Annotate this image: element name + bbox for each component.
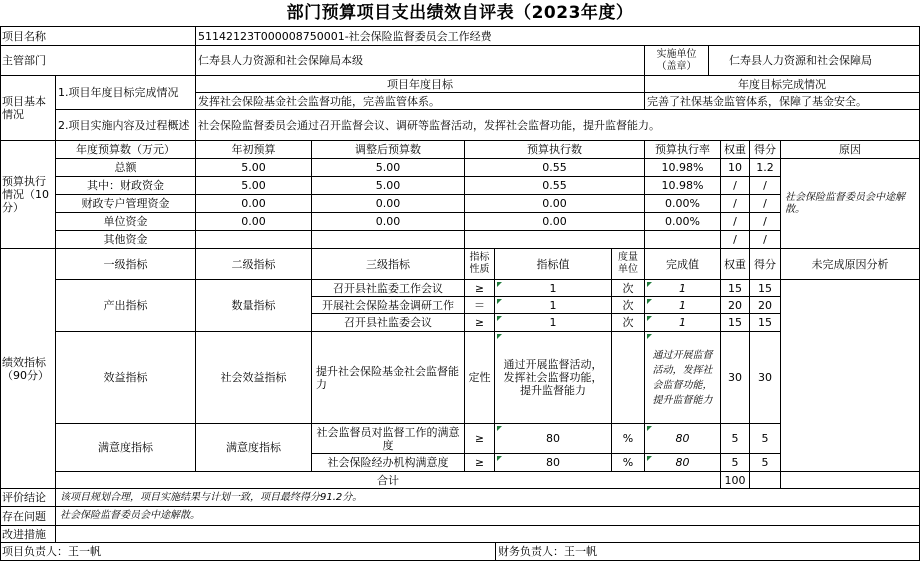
indicator-nature: ＝: [465, 297, 495, 314]
budget-row-initial: 0.00: [196, 195, 312, 213]
cell-marker-icon: [497, 282, 502, 287]
budget-row-name: 其中：财政资金: [56, 177, 196, 195]
budget-reason: 社会保险监督委员会中途解散。: [781, 159, 920, 249]
budget-row-rate: 10.98%: [645, 159, 721, 177]
indicator-name: 开展社会保险基金调研工作: [312, 297, 465, 314]
indicator-actual-text: 1: [679, 316, 686, 329]
budget-header-initial: 年初预算: [196, 141, 312, 159]
satisfaction-indicator-actual-text: 80: [675, 456, 690, 469]
goal-header: 项目年度目标: [196, 76, 645, 93]
impl-label: 实施单位（盖章）: [645, 46, 709, 76]
budget-row-score: /: [750, 195, 781, 213]
budget-row-weight: /: [721, 231, 750, 249]
indicator-actual-text: 1: [679, 281, 686, 295]
measures-text: [56, 526, 920, 543]
content-label: 2.项目实施内容及过程概述: [56, 110, 196, 141]
benefit-level1: 效益指标: [56, 332, 196, 424]
output-level1: 产出指标: [56, 280, 196, 332]
budget-row-executed: 0.00: [465, 213, 645, 231]
total-reason: [781, 472, 920, 489]
benefit-indicator-value: [495, 332, 612, 424]
cell-marker-icon: [647, 299, 652, 304]
perf-label: 绩效指标（90分）: [0, 249, 56, 489]
perf-reason-cell: [781, 280, 920, 472]
satisfaction-level1: 满意度指标: [56, 424, 196, 472]
cell-marker-icon: [497, 299, 502, 304]
indicator-actual: [645, 314, 721, 332]
budget-row-score: /: [750, 231, 781, 249]
indicator-value: [495, 297, 612, 314]
cell-marker-icon: [647, 456, 652, 461]
indicator-score: 20: [750, 297, 781, 314]
indicator-unit: 次: [612, 314, 645, 332]
budget-row-score: 1.2: [750, 159, 781, 177]
satisfaction-indicator-nature: ≥: [465, 424, 495, 454]
satisfaction-indicator-name: 社会保险经办机构满意度: [312, 454, 465, 472]
satisfaction-indicator-weight: 5: [721, 424, 750, 454]
cell-marker-icon: [647, 316, 652, 321]
cell-marker-icon: [497, 334, 502, 339]
output-level2: 数量指标: [196, 280, 312, 332]
budget-row-executed: [465, 231, 645, 249]
budget-row-score: /: [750, 213, 781, 231]
perf-header-weight: 权重: [721, 249, 750, 280]
indicator-nature: ≥: [465, 280, 495, 297]
indicator-unit: 次: [612, 297, 645, 314]
benefit-indicator-nature: 定性: [465, 332, 495, 424]
cell-marker-icon: [647, 282, 652, 287]
content-text: 社会保险监督委员会通过召开监督会议、调研等监督活动，发挥社会监督功能，提升监督能力。: [196, 110, 920, 141]
budget-header-executed: 预算执行数: [465, 141, 645, 159]
budget-row-adjusted: [312, 231, 465, 249]
budget-row-initial: [196, 231, 312, 249]
impl-value: 仁寿县人力资源和社会保障局: [709, 46, 920, 76]
budget-row-executed: 0.55: [465, 159, 645, 177]
perf-header-nature: 指标性质: [465, 249, 495, 280]
budget-header-name: 年度预算数（万元）: [56, 141, 196, 159]
indicator-name: 召开县社监委工作会议: [312, 280, 465, 297]
benefit-indicator-score: 30: [750, 332, 781, 424]
finance-leader: [496, 543, 920, 561]
perf-header-value: 指标值: [495, 249, 612, 280]
budget-row-weight: /: [721, 177, 750, 195]
cell-marker-icon: [647, 334, 652, 339]
indicator-value-text: 1: [549, 281, 557, 295]
cell-marker-icon: [497, 316, 502, 321]
total-score: [750, 472, 781, 489]
budget-row-rate: [645, 231, 721, 249]
budget-row-name: 单位资金: [56, 213, 196, 231]
cell-marker-icon: [497, 426, 502, 431]
budget-row-weight: /: [721, 213, 750, 231]
budget-header-rate: 预算执行率: [645, 141, 721, 159]
project-name: 51142123T000008750001-社会保险监督委员会工作经费: [196, 27, 920, 46]
indicator-actual: [645, 280, 721, 297]
benefit-indicator-value-text: 通过开展监督活动，发挥社会监督功能，提升监督能力: [503, 358, 603, 397]
budget-row-name: 总额: [56, 159, 196, 177]
project-leader: [0, 543, 496, 561]
budget-row-executed: 0.55: [465, 177, 645, 195]
satisfaction-indicator-value-text: 80: [546, 456, 560, 469]
goal-label: 1.项目年度目标完成情况: [56, 76, 196, 110]
satisfaction-indicator-score: 5: [750, 454, 781, 472]
indicator-nature: ≥: [465, 314, 495, 332]
satisfaction-indicator-value: [495, 454, 612, 472]
conclusion-label: 评价结论: [0, 489, 56, 507]
indicator-actual-text: 1: [679, 298, 686, 312]
basic-label: 项目基本情况: [0, 76, 56, 141]
total-weight: 100: [721, 472, 750, 489]
indicator-score: 15: [750, 280, 781, 297]
issues-label: 存在问题: [0, 507, 56, 526]
budget-row-adjusted: 0.00: [312, 213, 465, 231]
budget-header-reason: 原因: [781, 141, 920, 159]
budget-row-rate: 0.00%: [645, 213, 721, 231]
benefit-indicator-actual-text: 通过开展监督活动，发挥社会监督功能，提升监督能力: [652, 349, 713, 406]
benefit-indicator-weight: 30: [721, 332, 750, 424]
goal-text: 发挥社会保险基金社会监督功能，完善监管体系。: [196, 93, 645, 110]
satisfaction-indicator-actual: [645, 454, 721, 472]
budget-row-initial: 5.00: [196, 159, 312, 177]
budget-row-name: 其他资金: [56, 231, 196, 249]
form-title: 部门预算项目支出绩效自评表（2023年度）: [286, 3, 634, 23]
completion-text: 完善了社保基金监管体系，保障了基金安全。: [645, 93, 920, 110]
budget-row-weight: 10: [721, 159, 750, 177]
issues-text: 社会保险监督委员会中途解散。: [56, 507, 920, 526]
satisfaction-indicator-actual: [645, 424, 721, 454]
budget-row-adjusted: 5.00: [312, 177, 465, 195]
budget-row-adjusted: 5.00: [312, 159, 465, 177]
indicator-weight: 15: [721, 314, 750, 332]
finance-leader-name: 王一帆: [564, 545, 597, 558]
perf-header-level3: 三级指标: [312, 249, 465, 280]
satisfaction-indicator-name: 社会监督员对监督工作的满意度: [312, 424, 465, 454]
conclusion-text: 该项目规划合理，项目实施结果与计划一致，项目最终得分91.2分。: [56, 489, 920, 507]
indicator-unit: 次: [612, 280, 645, 297]
budget-row-adjusted: 0.00: [312, 195, 465, 213]
indicator-name: 召开县社监委会议: [312, 314, 465, 332]
measures-label: 改进措施: [0, 526, 56, 543]
budget-label: 预算执行情况（10分）: [0, 141, 56, 249]
benefit-indicator-unit: [612, 332, 645, 424]
budget-row-initial: 5.00: [196, 177, 312, 195]
perf-header-level2: 二级指标: [196, 249, 312, 280]
indicator-value: [495, 314, 612, 332]
completion-header: 年度目标完成情况: [645, 76, 920, 93]
indicator-weight: 15: [721, 280, 750, 297]
indicator-actual: [645, 297, 721, 314]
project-leader-label: 项目负责人：: [2, 545, 68, 558]
benefit-level2: 社会效益指标: [196, 332, 312, 424]
budget-row-score: /: [750, 177, 781, 195]
perf-header-score: 得分: [750, 249, 781, 280]
indicator-value-text: 1: [549, 316, 557, 329]
finance-leader-label: 财务负责人：: [498, 545, 564, 558]
total-label: 合计: [56, 472, 721, 489]
satisfaction-level2: 满意度指标: [196, 424, 312, 472]
perf-header-reason: 未完成原因分析: [781, 249, 920, 280]
satisfaction-indicator-score: 5: [750, 424, 781, 454]
budget-header-score: 得分: [750, 141, 781, 159]
budget-row-executed: 0.00: [465, 195, 645, 213]
benefit-indicator-actual: [645, 332, 721, 424]
indicator-value-text: 1: [549, 298, 557, 312]
perf-header-level1: 一级指标: [56, 249, 196, 280]
satisfaction-indicator-value: [495, 424, 612, 454]
budget-header-weight: 权重: [721, 141, 750, 159]
budget-row-rate: 10.98%: [645, 177, 721, 195]
indicator-weight: 20: [721, 297, 750, 314]
cell-marker-icon: [647, 426, 652, 431]
budget-row-rate: 0.00%: [645, 195, 721, 213]
dept-value: 仁寿县人力资源和社会保障局本级: [196, 46, 645, 76]
cell-marker-icon: [497, 456, 502, 461]
perf-header-unit: 度量单位: [612, 249, 645, 280]
budget-row-weight: /: [721, 195, 750, 213]
satisfaction-indicator-nature: ≥: [465, 454, 495, 472]
indicator-score: 15: [750, 314, 781, 332]
project-name-label: 项目名称: [0, 27, 196, 46]
project-leader-name: 王一帆: [68, 545, 101, 558]
benefit-indicator-name: 提升社会保险基金社会监督能力: [312, 332, 465, 424]
budget-header-adjusted: 调整后预算数: [312, 141, 465, 159]
indicator-value: [495, 280, 612, 297]
budget-row-initial: 0.00: [196, 213, 312, 231]
satisfaction-indicator-weight: 5: [721, 454, 750, 472]
satisfaction-indicator-value-text: 80: [546, 432, 560, 445]
satisfaction-indicator-unit: %: [612, 454, 645, 472]
dept-label: 主管部门: [0, 46, 196, 76]
budget-row-name: 财政专户管理资金: [56, 195, 196, 213]
satisfaction-indicator-actual-text: 80: [675, 432, 690, 445]
satisfaction-indicator-unit: %: [612, 424, 645, 454]
perf-header-actual: 完成值: [645, 249, 721, 280]
